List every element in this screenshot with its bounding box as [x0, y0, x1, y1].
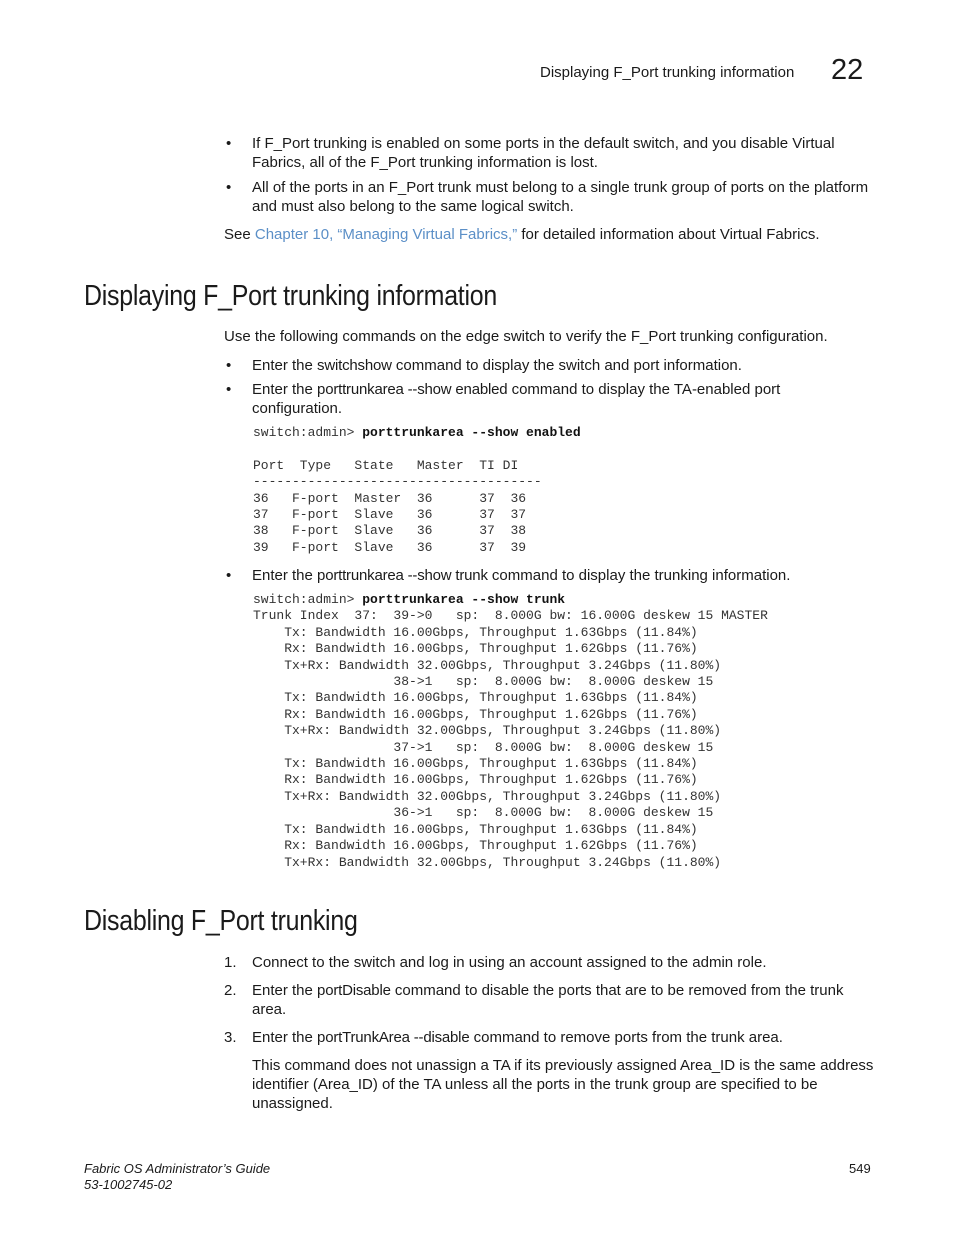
page-number: 549: [849, 1161, 871, 1176]
code-line: 37 F-port Slave 36 37 37: [253, 507, 527, 523]
bullet-icon: •: [226, 567, 232, 584]
code-line: Rx: Bandwidth 16.00Gbps, Throughput 1.62Gbps (11.76%): [253, 641, 698, 657]
code-line: -------------------------------------: [253, 474, 542, 490]
step-3-note: This command does not unassign a TA if its previously assigned Area_ID is the same address identifier (Area_ID) of the TA unless all the ports in the trunk group are specified to be unassigned.: [252, 1057, 874, 1112]
section1-bullet-1: Enter the switchshow command to display the switch and port information.: [252, 357, 742, 374]
code-line: Tx: Bandwidth 16.00Gbps, Throughput 1.63Gbps (11.84%): [253, 756, 698, 772]
running-header-title: Displaying F_Port trunking information: [540, 64, 795, 81]
command-portdisable: portDisable: [317, 982, 391, 999]
chapter-10-link[interactable]: Chapter 10, “Managing Virtual Fabrics,”: [254, 226, 518, 243]
code-line: 37->1 sp: 8.000G bw: 8.000G deskew 15: [253, 739, 714, 755]
bullet-icon: •: [226, 381, 232, 398]
code-line: Tx+Rx: Bandwidth 32.00Gbps, Throughput 3.24Gbps (11.80%): [253, 657, 722, 673]
step-number: 1.: [224, 954, 237, 971]
command-switchshow: switchshow: [317, 357, 392, 374]
code-line: Port Type State Master TI DI: [253, 457, 519, 473]
code-line: Tx: Bandwidth 16.00Gbps, Throughput 1.63Gbps (11.84%): [253, 821, 698, 837]
code-output-show-enabled: [253, 441, 581, 556]
code-line: Rx: Bandwidth 16.00Gbps, Throughput 1.62Gbps (11.76%): [253, 838, 698, 854]
command-porttrunkarea-show-enabled: porttrunkarea --show enabled: [317, 381, 508, 398]
code-line: 39 F-port Slave 36 37 39: [253, 539, 527, 555]
code-line: Rx: Bandwidth 16.00Gbps, Throughput 1.62Gbps (11.76%): [253, 706, 698, 722]
code-line: 36->1 sp: 8.000G bw: 8.000G deskew 15: [253, 805, 714, 821]
code-line: Trunk Index 37: 39->0 sp: 8.000G bw: 16.000G deskew 15 MASTER: [253, 608, 768, 624]
code-line: Rx: Bandwidth 16.00Gbps, Throughput 1.62Gbps (11.76%): [253, 772, 698, 788]
bullet-icon: •: [226, 135, 232, 152]
section-heading-displaying: Displaying F_Port trunking information: [84, 280, 497, 312]
code-block-show-enabled: switch:admin> porttrunkarea --show enabled Port Type State Master TI DI ------------------------------------- 36 F-port Master 36 37 36 37 F-port Slave 36 37 37 38 F-port Slave 36 37 38 39 F-port Slave 36 37 39: [253, 425, 581, 555]
step-number: 2.: [224, 982, 237, 999]
bullet-icon: •: [226, 179, 232, 196]
command-porttrunkarea-show-trunk: porttrunkarea --show trunk: [317, 567, 488, 584]
section1-bullet-2: Enter the porttrunkarea --show enabled command to display the TA-enabled port configuration.: [252, 381, 781, 417]
code-block-show-trunk: switch:admin> porttrunkarea --show trunk Trunk Index 37: 39->0 sp: 8.000G bw: 16.000G deskew 15 MASTER Tx: Bandwidth 16.00Gbps, Throughput 1.63Gbps (11.84%) Rx: Bandwidth 16.00Gbps, Throughput 1.62Gbps (11.76%) Tx+Rx: Bandwidth 32.00Gbps, Throughput 3.24Gbps (11.80%) 38->1 sp: 8.000G bw: 8.000G deskew 15 Tx: Bandwidth 16.00Gbps, Throughput 1.63Gbps (11.84%) Rx: Bandwidth 16.00Gbps, Throughput 1.62Gbps (11.76%) Tx+Rx: Bandwidth 32.00Gbps, Throughput 3.24Gbps (11.80%) 37->1 sp: 8.000G bw: 8.000G deskew 15 Tx: Bandwidth 16.00Gbps, Throughput 1.63Gbps (11.84%) Rx: Bandwidth 16.00Gbps, Throughput 1.62Gbps (11.76%) Tx+Rx: Bandwidth 32.00Gbps, Throughput 3.24Gbps (11.80%) 36->1 sp: 8.000G bw: 8.000G deskew 15 Tx: Bandwidth 16.00Gbps, Throughput 1.63Gbps (11.84%) Rx: Bandwidth 16.00Gbps, Throughput 1.62Gbps (11.76%) Tx+Rx: Bandwidth 32.00Gbps, Throughput 3.24Gbps (11.80%): [253, 592, 768, 870]
intro-bullet-1: If F_Port trunking is enabled on some ports in the default switch, and you disable Virtual Fabrics, all of the F_Port trunking information is lost.: [252, 135, 835, 171]
code-line: 38 F-port Slave 36 37 38: [253, 523, 527, 539]
footer-doc-number: 53-1002745-02: [84, 1177, 173, 1192]
code-line: Tx+Rx: Bandwidth 32.00Gbps, Throughput 3.24Gbps (11.80%): [253, 788, 722, 804]
code-line: Tx: Bandwidth 16.00Gbps, Throughput 1.63Gbps (11.84%): [253, 690, 698, 706]
section-heading-disabling: Disabling F_Port trunking: [84, 905, 358, 937]
step-1-text: Connect to the switch and log in using an account assigned to the admin role.: [252, 954, 767, 971]
see-also-line: See Chapter 10, “Managing Virtual Fabrics,” for detailed information about Virtual Fabrics.: [224, 226, 820, 243]
chapter-number: 22: [831, 54, 864, 86]
intro-bullet-2: All of the ports in an F_Port trunk must belong to a single trunk group of ports on the platform and must also belong to the same logical switch.: [252, 179, 869, 215]
step-number: 3.: [224, 1029, 237, 1046]
code-line: 36 F-port Master 36 37 36: [253, 490, 527, 506]
code-line: Tx+Rx: Bandwidth 32.00Gbps, Throughput 3.24Gbps (11.80%): [253, 723, 722, 739]
footer-guide-title: Fabric OS Administrator’s Guide: [84, 1161, 271, 1176]
code-line: 38->1 sp: 8.000G bw: 8.000G deskew 15: [253, 674, 714, 690]
step-2-text: Enter the portDisable command to disable the ports that are to be removed from the trunk area.: [252, 982, 844, 1018]
step-3-text: Enter the portTrunkArea --disable command to remove ports from the trunk area.: [252, 1029, 783, 1046]
code-line: Tx+Rx: Bandwidth 32.00Gbps, Throughput 3.24Gbps (11.80%): [253, 854, 722, 870]
code-line: [253, 441, 581, 457]
section1-intro: Use the following commands on the edge switch to verify the F_Port trunking configuration.: [224, 328, 828, 345]
bullet-icon: •: [226, 357, 232, 374]
command-porttrunkarea-disable: portTrunkArea --disable: [317, 1029, 470, 1046]
code-output-show-trunk: [253, 608, 768, 871]
section1-bullet-3: Enter the porttrunkarea --show trunk command to display the trunking information.: [252, 567, 791, 584]
code-line: Tx: Bandwidth 16.00Gbps, Throughput 1.63Gbps (11.84%): [253, 624, 698, 640]
